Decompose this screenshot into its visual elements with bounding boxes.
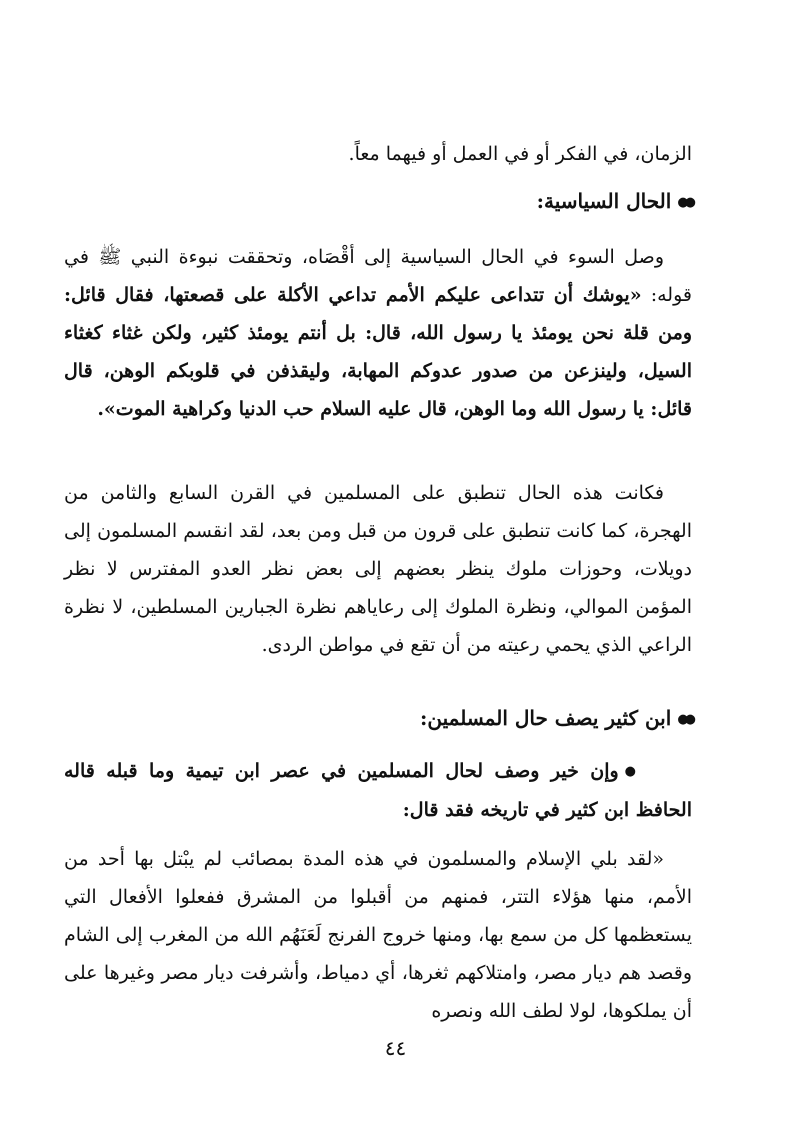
state-of-muslims-text: فكانت هذه الحال تنطبق على المسلمين في القرن السابع والثامن من الهجرة، كما كانت تنطبق على قرون من قبل ومن بعد، لقد انقسم المسلمون إلى دويلات، وحوزات ملوك ينظر بعضهم إلى بعض نظر العدو المفترس لا نظر المؤمن الموالي، ونظرة الملوك إلى رعاياهم نظرة الجبارين المسلطين، لا نظرة الراعي الذي يحمي رعيته من أن تقع في مواطن الردى. [64,482,692,656]
ibn-kathir-quote-text: «لقد بلي الإسلام والمسلمون في هذه المدة بمصائب لم يبْتل بها أحد من الأمم، منها هؤلاء التتر، فمنهم من أقبلوا من المشرق ففعلوا الأفعال التي يستعظمها كل من سمع بها، ومنها خروج الفرنج لَعَنَهُم الله من المغرب إلى الشام وقصد هم ديار مصر، وامتلاكهم ثغرها، أي دمياط، وأشرفت ديار مصر وغيرها على أن يملكوها، لولا لطف الله ونصره [64,848,692,1022]
double-bullet-icon: ●● [677,711,692,727]
paragraph-state-of-muslims [64,474,692,664]
heading-ibn-kathir-text: ابن كثير يصف حال المسلمين: [420,706,672,730]
double-bullet-icon: ●● [677,194,692,210]
ibn-kathir-intro-text: وإن خير وصف لحال المسلمين في عصر ابن تيمية وما قبله قاله الحافظ ابن كثير في تاريخه فقد قال: [64,760,692,821]
continuation-text: الزمان، في الفكر أو في العمل أو فيهما معاً. [348,143,692,165]
paragraph-continuation [64,135,692,173]
paragraph-ibn-kathir-intro [64,752,692,829]
bullet-icon: ● [624,764,636,779]
page-number: ٤٤ [384,1036,407,1060]
heading-political-state [537,182,692,222]
paragraph-political [64,238,692,428]
heading-ibn-kathir [420,699,692,739]
hadith-quote-text: «يوشك أن تتداعى عليكم الأمم تداعي الأكلة على قصعتها، فقال قائل: ومن قلة نحن يومئذ يا رسول الله، قال: بل أنتم يومئذ كثير، ولكن غثاء كغثاء السيل، ولينزعن من صدور عدوكم المهابة، وليقذفن في قلوبكم الوهن، قال قائل: يا رسول الله وما الوهن، قال عليه السلام حب الدنيا وكراهية الموت». [64,284,692,420]
paragraph-ibn-kathir-quote [64,840,692,1030]
political-intro-text: وصل السوء في الحال السياسية إلى أقْصَاه، وتحققت نبوءة النبي ﷺ في قوله: [64,246,692,306]
heading-political-state-text: الحال السياسية: [536,189,672,213]
